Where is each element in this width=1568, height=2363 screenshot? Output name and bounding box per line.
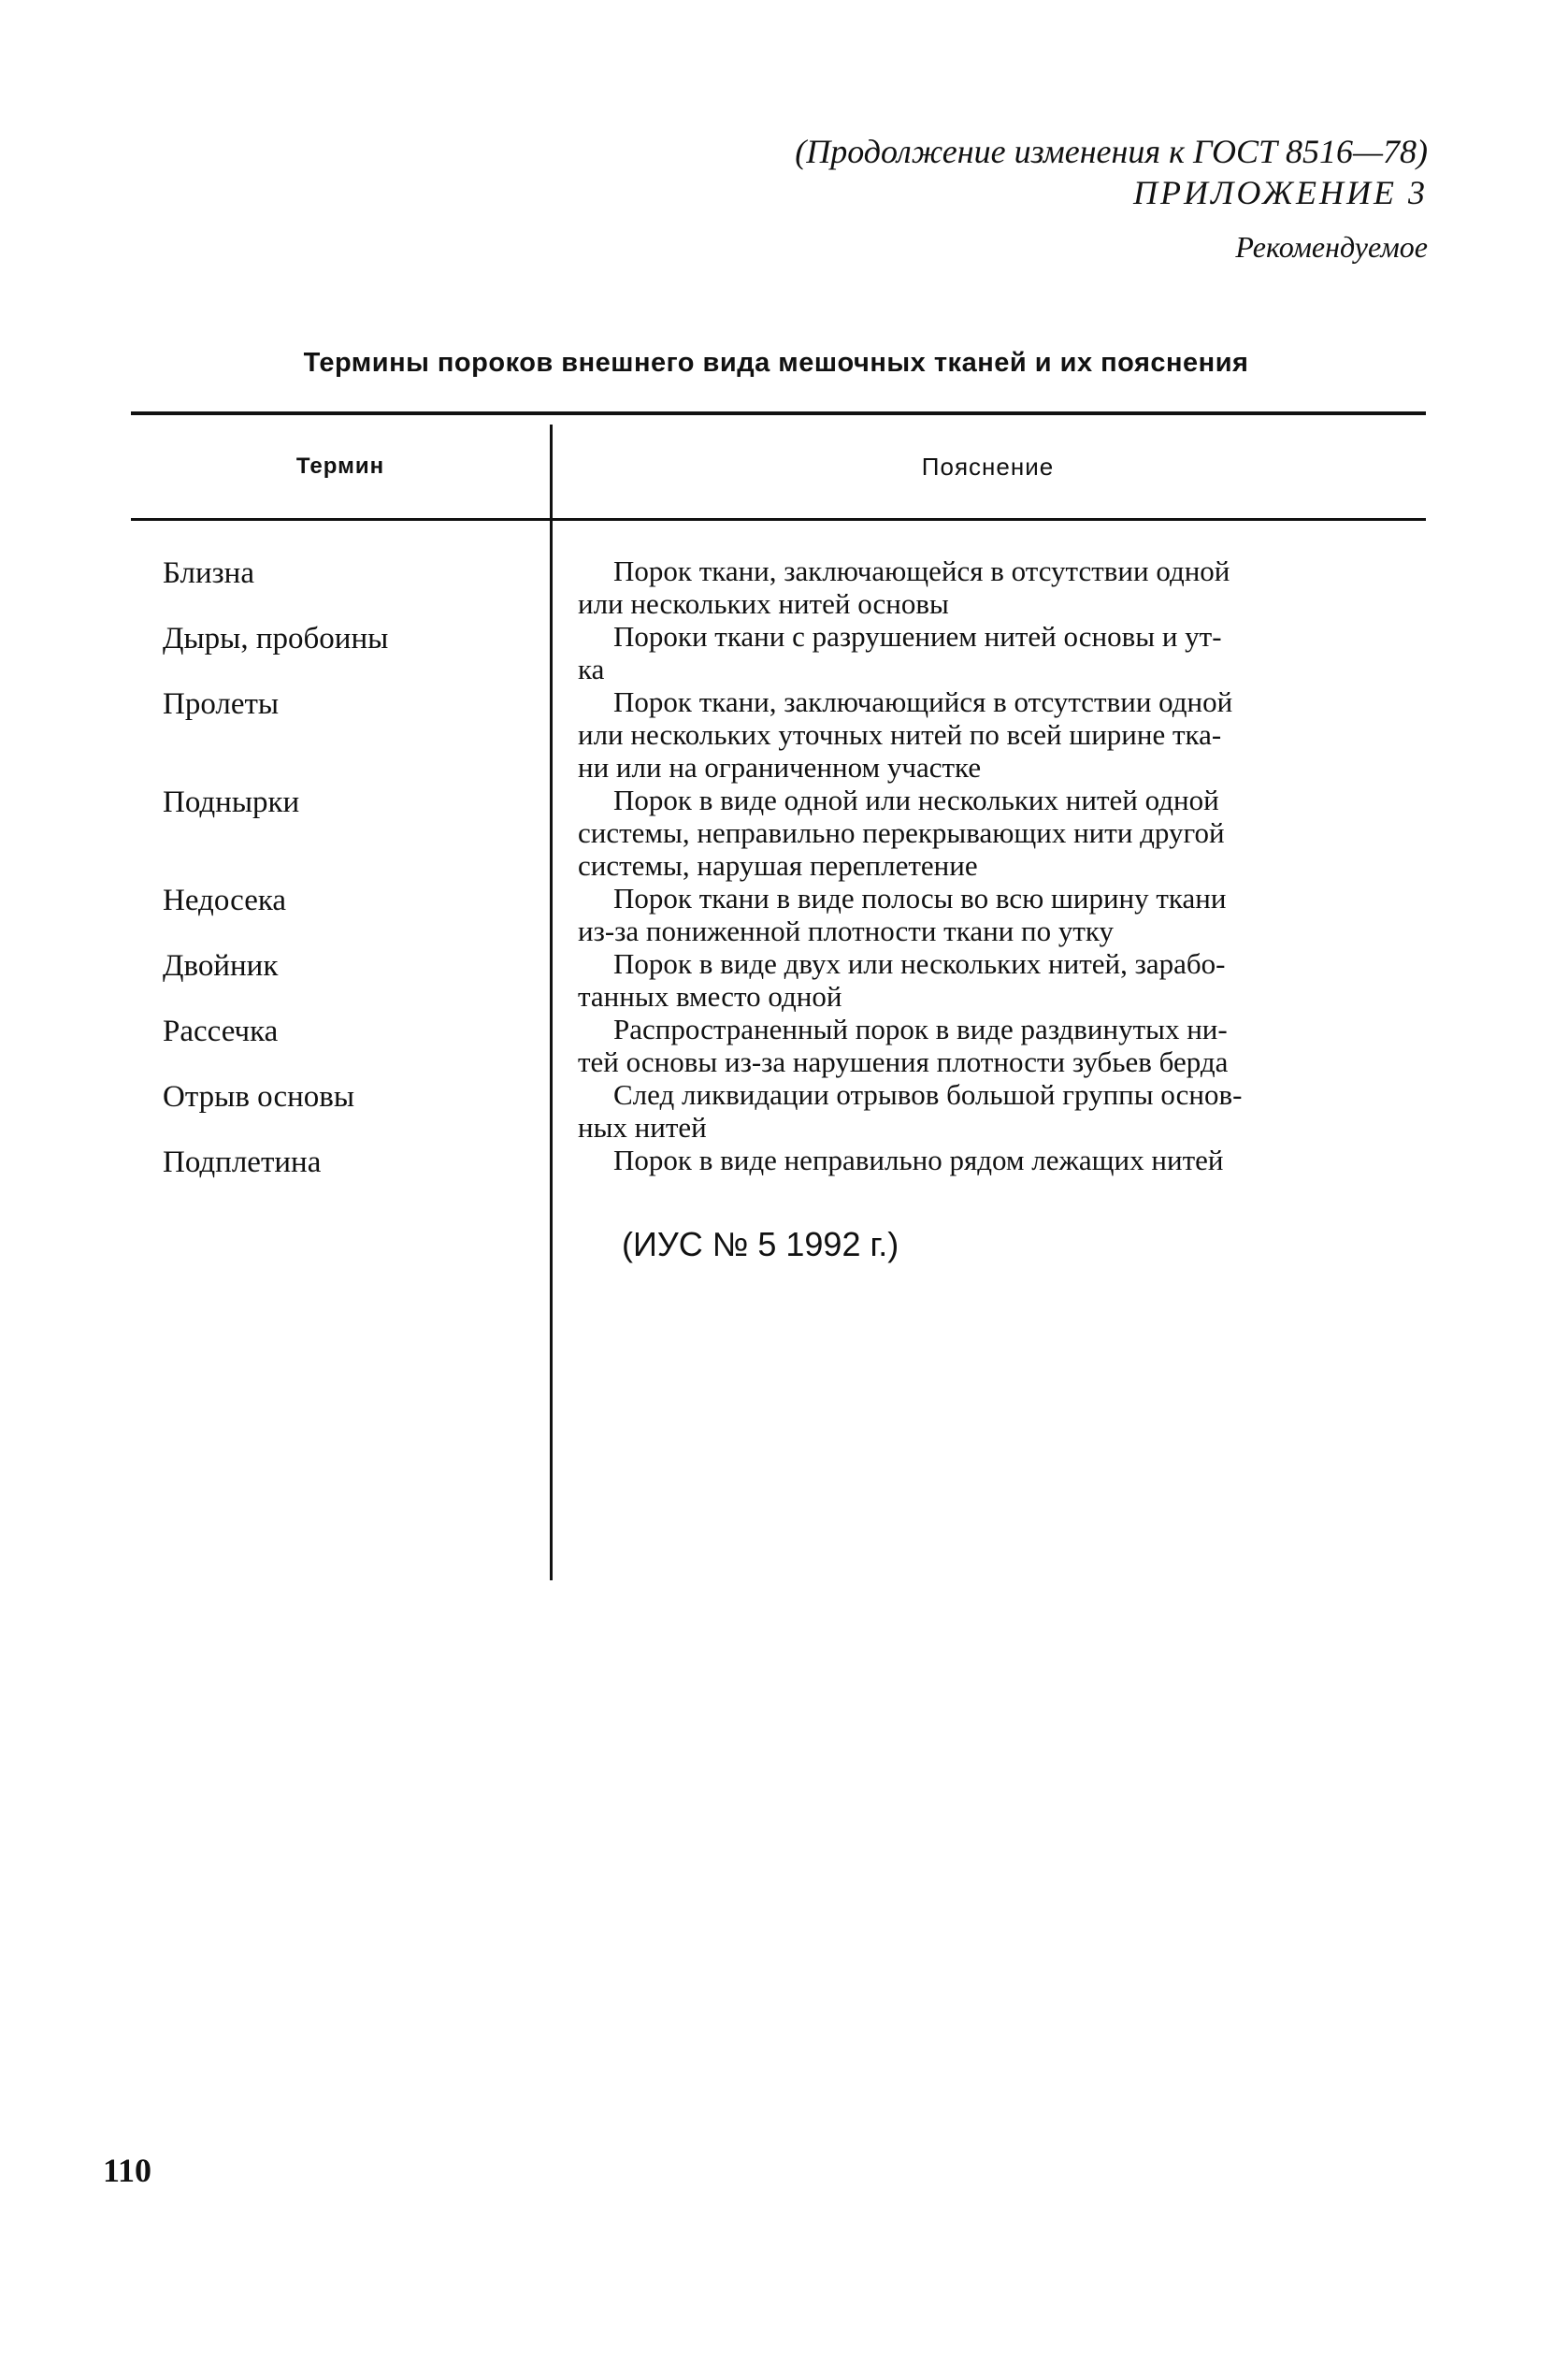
- explanation-cell: [550, 784, 1426, 882]
- explanation-line: тей основы из-за нарушения плотности зубьев бердa: [578, 1045, 1229, 1078]
- explanation-line: танных вместо одной: [578, 980, 842, 1013]
- explanation-line: Порок ткани в виде полосы во всю ширину ткани: [613, 882, 1227, 915]
- table-title: Термины пороков внешнего вида мешочных тканей и их пояснения: [303, 348, 1249, 378]
- explanation-cell: [550, 620, 1426, 685]
- explanation-line: Порок в виде двух или нескольких нитей, зарабо-: [613, 947, 1226, 980]
- table-row: [131, 784, 1426, 882]
- explanation-cell: [550, 947, 1426, 1013]
- term-cell: Рассечка: [163, 1015, 279, 1048]
- table-row: [131, 555, 1426, 620]
- table-row: [131, 1013, 1426, 1078]
- explanation-cell: [550, 1013, 1426, 1078]
- explanation-line: Порок ткани, заключающийся в отсутствии одной: [613, 685, 1233, 718]
- explanation-line: Порок в виде неправильно рядом лежащих нитей: [613, 1144, 1224, 1176]
- explanation-cell: [550, 555, 1426, 620]
- term-cell: Поднырки: [163, 785, 300, 819]
- continuation-note: (Продолжение изменения к ГОСТ 8516—78): [795, 133, 1428, 170]
- term-cell: Пролеты: [163, 687, 280, 721]
- term-cell: Отрыв основы: [163, 1080, 355, 1114]
- term-cell: Недосека: [163, 884, 287, 917]
- table-row: [131, 685, 1426, 784]
- explanation-cell: [550, 1078, 1426, 1144]
- explanation-line: ни или на ограниченном участке: [578, 751, 982, 784]
- table-row: [131, 1078, 1426, 1144]
- appendix-label: ПРИЛОЖЕНИЕ 3: [1133, 174, 1428, 211]
- explanation-cell: [550, 882, 1426, 947]
- table-row: [131, 620, 1426, 685]
- explanation-line: След ликвидации отрывов большой группы основ-: [613, 1078, 1243, 1111]
- table-row: [131, 947, 1426, 1013]
- explanation-line: системы, нарушая переплетение: [578, 849, 978, 882]
- term-cell: Дыры, пробоины: [163, 622, 389, 656]
- column-divider: [550, 425, 553, 1580]
- page-header: [399, 131, 1428, 267]
- explanation-line: или нескольких уточных нитей по всей ширине тка-: [578, 718, 1222, 751]
- explanation-line: системы, неправильно перекрывающих нити другой: [578, 816, 1225, 849]
- table-row: [131, 1144, 1426, 1179]
- explanation-line: ка: [578, 653, 605, 685]
- defects-table: [131, 411, 1426, 1179]
- term-cell: Подплетина: [163, 1145, 322, 1179]
- header-explanation: Пояснение: [921, 452, 1055, 481]
- explanation-line: или нескольких нитей основы: [578, 587, 949, 620]
- explanation-line: Пороки ткани с разрушением нитей основы и ут-: [613, 620, 1222, 653]
- table-header-row: [131, 415, 1426, 518]
- header-term: Термин: [295, 454, 385, 479]
- table-body: [131, 521, 1426, 1179]
- explanation-line: ных нитей: [578, 1111, 707, 1144]
- term-cell: Двойник: [163, 949, 279, 983]
- source-reference: (ИУС № 5 1992 г.): [622, 1225, 899, 1263]
- explanation-cell: [550, 685, 1426, 784]
- explanation-line: Порок в виде одной или нескольких нитей одной: [613, 784, 1219, 816]
- page-number: 110: [103, 2152, 152, 2189]
- recommended-label: Рекомендуемое: [1235, 230, 1428, 264]
- explanation-line: из-за пониженной плотности ткани по утку: [578, 915, 1115, 947]
- table-row: [131, 882, 1426, 947]
- explanation-line: Распространенный порок в виде раздвинутых ни-: [613, 1013, 1228, 1045]
- term-cell: Близна: [163, 556, 254, 590]
- explanation-cell: [550, 1144, 1426, 1176]
- explanation-line: Порок ткани, заключающейся в отсутствии одной: [613, 555, 1230, 587]
